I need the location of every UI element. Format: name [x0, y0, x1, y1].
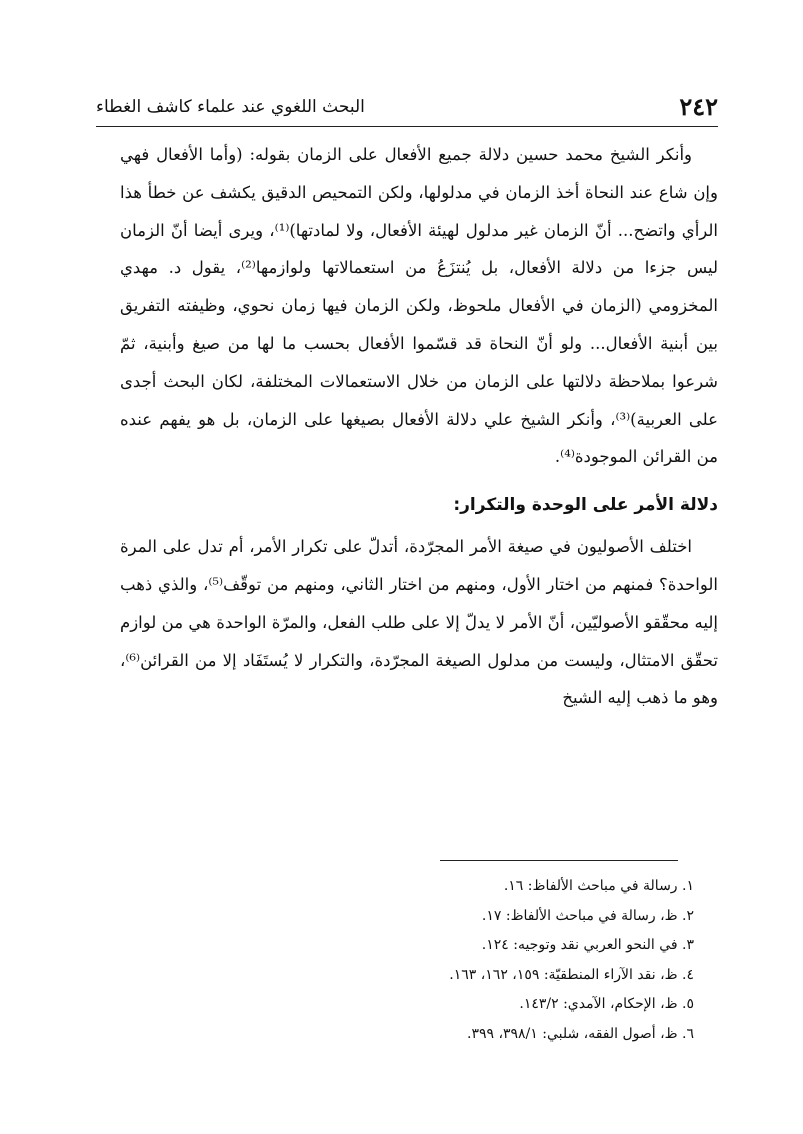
- footnote-item: ٢. ظ، رسالة في مباحث الألفاظ: ١٧.: [481, 907, 694, 924]
- page-header: [96, 92, 718, 122]
- page-number: ٢٤٢: [679, 92, 718, 121]
- footnotes: [96, 872, 718, 1049]
- body-text: [120, 136, 718, 717]
- footnote-item: ١. رسالة في مباحث الألفاظ: ١٦.: [503, 878, 694, 894]
- footnote-item: ٥. ظ، الإحكام، الآمدي: ١٤٣/٢.: [519, 996, 694, 1012]
- paragraph: اختلف الأصوليون في صيغة الأمر المجرّدة، أتدلّ على تكرار الأمر، أم تدل على المرة الواحدة؟ فمنهم من اختار الأول، ومنهم من اختار الثاني، ومنهم من توقّف⁽⁵⁾، والذي ذهب إليه محقّقو الأصوليّين، أنّ الأمر لا يدلّ إلا على طلب الفعل، والمرّة الواحدة هي من لوازم تحقّق الامتثال، وليست من مدلول الصيغة المجرّدة، والتكرار لا يُستَفَاد إلا من القرائن⁽⁶⁾، وهو ما ذهب إليه الشيخ: [120, 537, 719, 708]
- header-rule: [96, 126, 718, 127]
- section-heading: دلالة الأمر على الوحدة والتكرار:: [453, 495, 718, 516]
- paragraph: وأنكر الشيخ محمد حسين دلالة جميع الأفعال على الزمان بقوله: (وأما الأفعال فهي وإن شاع عند النحاة أخذ الزمان في مدلولها، ولكن التمحيص الدقيق يكشف عن خطأ هذا الرأي واتضح... أنّ الزمان غير مدلول لهيئة الأفعال، ولا لمادتها)⁽¹⁾، ويرى أيضا أنّ الزمان ليس جزءا من دلالة الأفعال، بل يُنتزَعُ من استعمالاتها ولوازمها⁽²⁾، يقول د. مهدي المخزومي (الزمان في الأفعال ملحوظ، ولكن الزمان فيها زمان نحوي، وظيفته التفريق بين أبنية الأفعال... ولو أنّ النحاة قد قسّموا الأفعال بحسب ما لها من صيغ وأبنية، ثمّ شرعوا بملاحظة دلالتها على الزمان من خلال الاستعمالات المختلفة، لكان البحث أجدى على العربية)⁽³⁾، وأنكر الشيخ علي دلالة الأفعال بصيغها على الزمان، بل هو يفهم عنده من القرائن الموجودة⁽⁴⁾.: [120, 145, 718, 467]
- footnote-rule: [440, 860, 678, 861]
- running-title: البحث اللغوي عند علماء كاشف الغطاء: [96, 97, 365, 117]
- footnote-item: ٦. ظ، أصول الفقه، شلبي: ٣٩٨/١، ٣٩٩.: [467, 1025, 694, 1042]
- footnote-item: ٤. ظ، نقد الآراء المنطقيّة: ١٥٩، ١٦٢، ١٦٣.: [449, 966, 694, 983]
- footnote-item: ٣. في النحو العربي نقد وتوجيه: ١٢٤.: [481, 937, 694, 953]
